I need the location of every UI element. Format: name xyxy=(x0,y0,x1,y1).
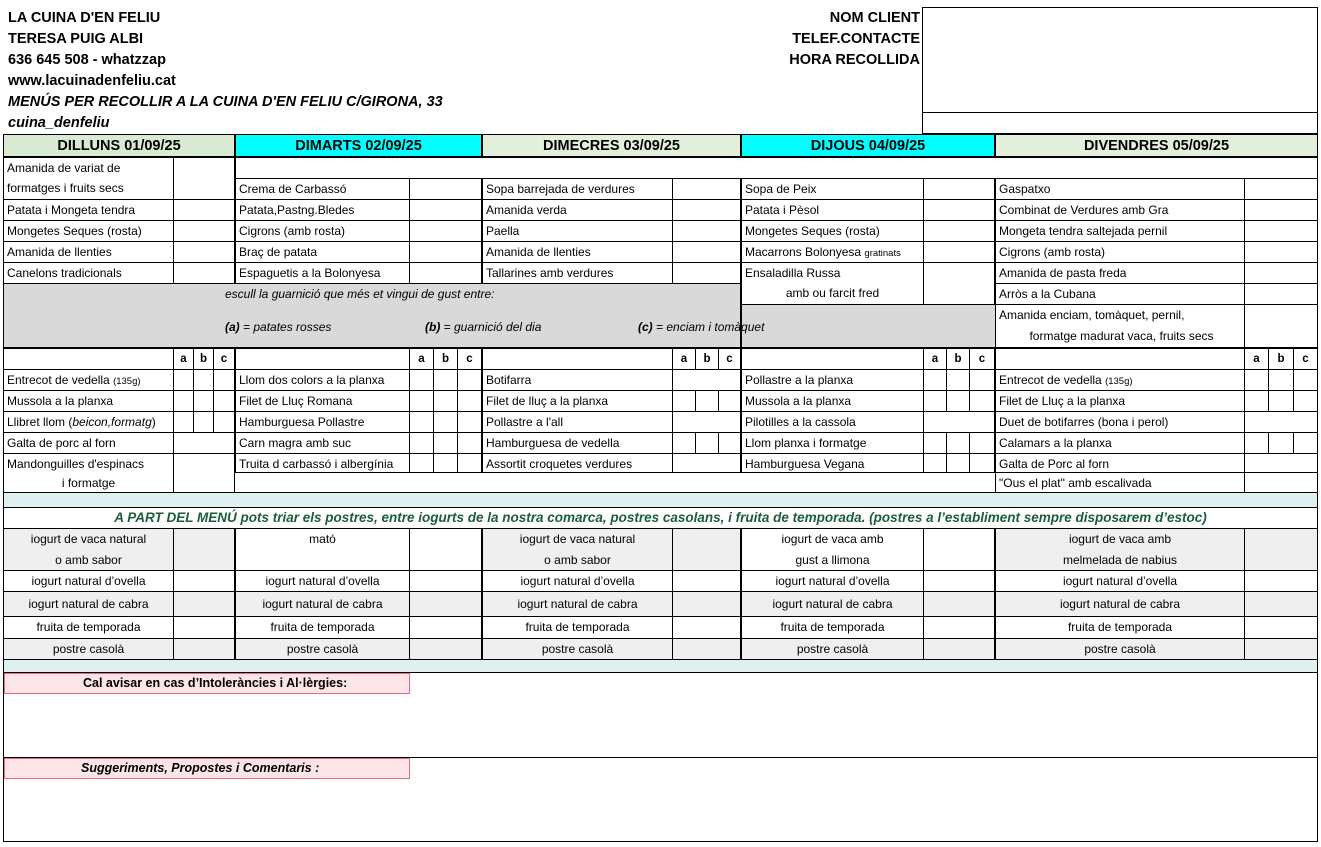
dessert-item: fruita de temporada xyxy=(482,616,673,639)
garnish-option-b: (b) = guarnició del dia xyxy=(425,320,542,334)
dessert-item: iogurt de vaca amb melmelada de nabius xyxy=(995,528,1245,571)
check-box-c[interactable] xyxy=(969,390,995,412)
menu-item: Crema de Carbassó xyxy=(235,178,410,200)
day-header-fri: DIVENDRES 05/09/25 xyxy=(995,134,1318,157)
menu-item: Sopa de Peix xyxy=(741,178,924,200)
check-box[interactable] xyxy=(1244,591,1318,617)
check-box[interactable] xyxy=(923,220,995,242)
check-box-c[interactable] xyxy=(969,369,995,391)
col-a-label: a xyxy=(1244,348,1269,370)
owner-name: TERESA PUIG ALBI xyxy=(8,31,144,47)
menu-item: Paella xyxy=(482,220,673,242)
check-box-a[interactable] xyxy=(923,453,947,473)
empty-row xyxy=(235,157,1318,179)
menu-item: Mussola a la planxa xyxy=(741,390,924,412)
col-b-label: b xyxy=(1268,348,1294,370)
check-box[interactable] xyxy=(923,528,995,571)
check-box[interactable] xyxy=(672,262,741,284)
check-box[interactable] xyxy=(409,528,482,571)
check-box[interactable] xyxy=(672,570,741,592)
menu-item: Filet de Lluç Romana xyxy=(235,390,410,412)
col-b-label: b xyxy=(946,348,970,370)
check-box[interactable] xyxy=(1244,283,1318,305)
dessert-item: iogurt natural d’ovella xyxy=(235,570,410,592)
check-box[interactable] xyxy=(672,241,741,263)
check-box-b[interactable] xyxy=(1268,432,1294,454)
check-box[interactable] xyxy=(409,220,482,242)
check-box[interactable] xyxy=(672,199,741,221)
check-box[interactable] xyxy=(923,241,995,263)
check-box[interactable] xyxy=(173,220,235,242)
check-box[interactable] xyxy=(173,453,235,493)
day-header-thu: DIJOUS 04/09/25 xyxy=(741,134,995,157)
check-box-c[interactable] xyxy=(969,432,995,454)
menu-item: Mongetes Seques (rosta) xyxy=(741,220,924,242)
check-box[interactable] xyxy=(409,570,482,592)
check-box[interactable] xyxy=(1244,199,1318,221)
dessert-item: iogurt de vaca amb gust a llimona xyxy=(741,528,924,571)
check-box[interactable] xyxy=(1244,638,1318,660)
dessert-item: iogurt natural de cabra xyxy=(482,591,673,617)
menu-item: i formatge xyxy=(3,473,174,493)
check-box[interactable] xyxy=(173,199,235,221)
dessert-item: fruita de temporada xyxy=(235,616,410,639)
menu-item: Entrecot de vedella (135g) xyxy=(995,369,1245,391)
check-box[interactable] xyxy=(173,432,235,454)
check-box[interactable] xyxy=(173,241,235,263)
check-box-b[interactable] xyxy=(946,390,970,412)
check-box[interactable] xyxy=(923,262,995,305)
header-blank xyxy=(482,348,673,370)
col-c-label: c xyxy=(457,348,482,370)
dessert-item: iogurt natural d’ovella xyxy=(995,570,1245,592)
dessert-item: iogurt natural d’ovella xyxy=(3,570,174,592)
check-box[interactable] xyxy=(409,638,482,660)
dessert-item: fruita de temporada xyxy=(995,616,1245,639)
menu-item: Mandonguilles d'espinacs xyxy=(3,453,174,475)
check-box[interactable] xyxy=(173,591,235,617)
social-handle: cuina_denfeliu xyxy=(8,115,110,131)
check-box[interactable] xyxy=(1244,241,1318,263)
check-box-a[interactable] xyxy=(672,432,696,454)
menu-item: Amanida de variat de xyxy=(3,157,174,179)
check-box[interactable] xyxy=(409,241,482,263)
menu-item: Cigrons (amb rosta) xyxy=(235,220,410,242)
menu-item: Mussola a la planxa xyxy=(3,390,174,412)
check-box-a[interactable] xyxy=(409,453,434,473)
menu-item: Espaguetis a la Bolonyesa xyxy=(235,262,410,284)
check-box-a[interactable] xyxy=(1244,432,1269,454)
check-box-c[interactable] xyxy=(969,453,995,473)
dessert-item: iogurt de vaca natural o amb sabor xyxy=(3,528,174,571)
menu-item: Pollastre a la planxa xyxy=(741,369,924,391)
col-c-label: c xyxy=(969,348,995,370)
check-box[interactable] xyxy=(1244,528,1318,571)
dessert-item: iogurt natural d’ovella xyxy=(482,570,673,592)
menu-item: Combinat de Verdures amb Gra xyxy=(995,199,1245,221)
dessert-item: postre casolà xyxy=(235,638,410,660)
menu-item: Filet de Lluç a la planxa xyxy=(995,390,1245,412)
check-box-a[interactable] xyxy=(1244,369,1269,391)
check-box-c[interactable] xyxy=(457,411,482,433)
check-box[interactable] xyxy=(923,199,995,221)
menu-item: Pollastre a l'all xyxy=(482,411,673,433)
dessert-item: fruita de temporada xyxy=(3,616,174,639)
check-box-b[interactable] xyxy=(1268,390,1294,412)
check-box-b[interactable] xyxy=(695,432,719,454)
check-box[interactable] xyxy=(672,178,741,200)
check-box[interactable] xyxy=(672,591,741,617)
check-box-c[interactable] xyxy=(457,432,482,454)
menu-item: Mongeta tendra saltejada pernil xyxy=(995,220,1245,242)
check-box[interactable] xyxy=(173,262,235,284)
garnish-option-c: (c) = enciam i tomàquet xyxy=(638,320,765,334)
dessert-item: iogurt natural de cabra xyxy=(995,591,1245,617)
col-c-label: c xyxy=(213,348,235,370)
dessert-item: postre casolà xyxy=(995,638,1245,660)
check-box-c[interactable] xyxy=(213,390,235,412)
menu-item: Llibret llom (beicon,formatg) xyxy=(3,411,174,433)
check-box[interactable] xyxy=(923,616,995,639)
menu-item: Calamars a la planxa xyxy=(995,432,1245,454)
check-box-b[interactable] xyxy=(433,369,458,391)
menu-item: amb ou farcit fred xyxy=(741,283,924,305)
menu-item: Mongetes Seques (rosta) xyxy=(3,220,174,242)
dessert-item: mató xyxy=(235,528,410,571)
dessert-item: postre casolà xyxy=(3,638,174,660)
menu-item: Galta de Porc al forn xyxy=(995,453,1245,473)
check-box[interactable] xyxy=(173,638,235,660)
check-box[interactable] xyxy=(1244,178,1318,200)
check-box-c[interactable] xyxy=(718,390,741,412)
day-header-tue: DIMARTS 02/09/25 xyxy=(235,134,482,157)
menu-item: Carn magra amb suc xyxy=(235,432,410,454)
col-b-label: b xyxy=(193,348,214,370)
menu-item: Amanida enciam, tomàquet, pernil, formatge madurat vaca, fruits secs xyxy=(995,304,1245,348)
dessert-item: iogurt natural de cabra xyxy=(235,591,410,617)
menu-item: Llom dos colors a la planxa xyxy=(235,369,410,391)
menu-item: Truita d carbassó i albergínia xyxy=(235,453,410,473)
check-box-a[interactable] xyxy=(672,390,696,412)
menu-item: Amanida de llenties xyxy=(482,241,673,263)
header-blank xyxy=(995,348,1245,370)
check-box[interactable] xyxy=(1244,262,1318,284)
col-a-label: a xyxy=(173,348,194,370)
check-box[interactable] xyxy=(1244,616,1318,639)
restaurant-header xyxy=(8,8,608,134)
check-box[interactable] xyxy=(923,411,995,433)
check-box[interactable] xyxy=(173,570,235,592)
check-box-b[interactable] xyxy=(193,369,214,391)
check-box-b[interactable] xyxy=(433,411,458,433)
check-box[interactable] xyxy=(672,616,741,639)
menu-item: "Ous el plat" amb escalivada xyxy=(995,472,1245,493)
check-box[interactable] xyxy=(923,638,995,660)
check-box[interactable] xyxy=(672,220,741,242)
check-box-c[interactable] xyxy=(1293,432,1318,454)
menu-item: formatges i fruits secs xyxy=(3,178,174,200)
check-box-b[interactable] xyxy=(695,390,719,412)
check-box[interactable] xyxy=(923,570,995,592)
check-box-b[interactable] xyxy=(433,453,458,473)
check-box[interactable] xyxy=(1244,220,1318,242)
col-a-label: a xyxy=(672,348,696,370)
check-box[interactable] xyxy=(672,638,741,660)
menu-item: Entrecot de vedella (135g) xyxy=(3,369,174,391)
suggestions-label: Suggeriments, Propostes i Comentaris : xyxy=(4,758,410,779)
phone-number: 636 645 508 - whatzzap xyxy=(8,52,166,68)
menu-item: Llom planxa i formatge xyxy=(741,432,924,454)
day-header-wed: DIMECRES 03/09/25 xyxy=(482,134,741,157)
client-extra-field[interactable] xyxy=(922,113,1318,134)
check-box[interactable] xyxy=(923,591,995,617)
check-box-c[interactable] xyxy=(457,369,482,391)
menu-item: Ensaladilla Russa xyxy=(741,262,924,284)
menu-item: Canelons tradicionals xyxy=(3,262,174,284)
separator-band xyxy=(3,492,1318,508)
menu-item: Filet de lluç a la planxa xyxy=(482,390,673,412)
dessert-item: postre casolà xyxy=(482,638,673,660)
menu-item: Botifarra xyxy=(482,369,673,391)
dessert-item: postre casolà xyxy=(741,638,924,660)
check-box-c[interactable] xyxy=(1293,390,1318,412)
allergy-notes-label: Cal avisar en cas d’Intoleràncies i Al·lèrgies: xyxy=(4,673,410,694)
check-box-a[interactable] xyxy=(923,432,947,454)
desserts-banner: A PART DEL MENÚ pots triar els postres, entre iogurts de la nostra comarca, postres casolans, i fruita de temporada. (postres a l’establiment sempre disposarem d’estoc) xyxy=(3,507,1318,529)
client-name-label: NOM CLIENT xyxy=(829,10,920,26)
separator-band xyxy=(3,659,1318,673)
garnish-info-ext xyxy=(741,305,995,348)
col-b-label: b xyxy=(433,348,458,370)
col-a-label: a xyxy=(923,348,947,370)
check-box-c[interactable] xyxy=(457,390,482,412)
menu-item: Duet de botifarres (bona i perol) xyxy=(995,411,1245,433)
col-b-label: b xyxy=(695,348,719,370)
menu-item: Gaspatxo xyxy=(995,178,1245,200)
check-box-b[interactable] xyxy=(946,369,970,391)
check-box[interactable] xyxy=(1244,411,1318,433)
check-box-a[interactable] xyxy=(1244,390,1269,412)
check-box[interactable] xyxy=(409,262,482,284)
check-box[interactable] xyxy=(173,157,235,200)
menu-item: Pilotilles a la cassola xyxy=(741,411,924,433)
menu-item: Macarrons Bolonyesa gratinats xyxy=(741,241,924,263)
check-box-b[interactable] xyxy=(946,453,970,473)
check-box[interactable] xyxy=(672,528,741,571)
check-box[interactable] xyxy=(672,411,741,433)
check-box-b[interactable] xyxy=(433,432,458,454)
header-blank xyxy=(235,348,410,370)
menu-item: Cigrons (amb rosta) xyxy=(995,241,1245,263)
client-phone-label: TELEF.CONTACTE xyxy=(792,31,920,47)
check-box[interactable] xyxy=(173,528,235,571)
check-box[interactable] xyxy=(409,616,482,639)
check-box[interactable] xyxy=(409,591,482,617)
dessert-item: iogurt natural de cabra xyxy=(3,591,174,617)
check-box-b[interactable] xyxy=(193,411,214,433)
check-box-a[interactable] xyxy=(409,432,434,454)
check-box[interactable] xyxy=(672,453,741,473)
check-box-a[interactable] xyxy=(173,390,194,412)
garnish-intro: escull la guarnició que més et vingui de gust entre: xyxy=(225,287,495,301)
menu-item: Amanida de llenties xyxy=(3,241,174,263)
check-box-b[interactable] xyxy=(1268,369,1294,391)
check-box-a[interactable] xyxy=(409,390,434,412)
website[interactable]: www.lacuinadenfeliu.cat xyxy=(8,73,176,89)
garnish-option-a: (a) = patates rosses xyxy=(225,320,332,334)
check-box-b[interactable] xyxy=(433,390,458,412)
check-box[interactable] xyxy=(1244,570,1318,592)
check-box-b[interactable] xyxy=(946,432,970,454)
check-box[interactable] xyxy=(409,178,482,200)
check-box-c[interactable] xyxy=(718,432,741,454)
col-a-label: a xyxy=(409,348,434,370)
col-c-label: c xyxy=(1293,348,1318,370)
menu-item: Tallarines amb verdures xyxy=(482,262,673,284)
menu-item: Hamburguesa Pollastre xyxy=(235,411,410,433)
check-box-a[interactable] xyxy=(173,369,194,391)
dessert-item: fruita de temporada xyxy=(741,616,924,639)
check-box-c[interactable] xyxy=(213,369,235,391)
menu-item: Patata i Mongeta tendra xyxy=(3,199,174,221)
check-box[interactable] xyxy=(923,178,995,200)
check-box[interactable] xyxy=(672,369,741,391)
menu-item: Sopa barrejada de verdures xyxy=(482,178,673,200)
check-box-a[interactable] xyxy=(409,369,434,391)
menu-item: Patata,Pastng.Bledes xyxy=(235,199,410,221)
client-pickup-label: HORA RECOLLIDA xyxy=(789,52,920,68)
menu-item: Arròs a la Cubana xyxy=(995,283,1245,305)
menu-item: Amanida verda xyxy=(482,199,673,221)
dessert-item: iogurt de vaca natural o amb sabor xyxy=(482,528,673,571)
check-box-b[interactable] xyxy=(193,390,214,412)
check-box-c[interactable] xyxy=(457,453,482,473)
menu-item: Amanida de pasta freda xyxy=(995,262,1245,284)
check-box[interactable] xyxy=(1244,453,1318,473)
col-c-label: c xyxy=(718,348,741,370)
check-box-a[interactable] xyxy=(923,369,947,391)
dessert-item: iogurt natural d’ovella xyxy=(741,570,924,592)
menu-item: Galta de porc al forn xyxy=(3,432,174,454)
check-box-a[interactable] xyxy=(923,390,947,412)
day-header-mon: DILLUNS 01/09/25 xyxy=(3,134,235,157)
dessert-item: iogurt natural de cabra xyxy=(741,591,924,617)
client-info-field[interactable] xyxy=(922,7,1318,113)
check-box[interactable] xyxy=(1244,472,1318,493)
check-box-c[interactable] xyxy=(213,411,235,433)
check-box-c[interactable] xyxy=(1293,369,1318,391)
header-blank xyxy=(741,348,924,370)
restaurant-name: LA CUINA D'EN FELIU xyxy=(8,10,161,26)
menu-item: Assortit croquetes verdures xyxy=(482,453,673,473)
pickup-address: MENÚS PER RECOLLIR A LA CUINA D'EN FELIU C/GIRONA, 33 xyxy=(8,94,443,110)
menu-item: Hamburguesa de vedella xyxy=(482,432,673,454)
check-box-a[interactable] xyxy=(409,411,434,433)
check-box[interactable] xyxy=(409,199,482,221)
menu-item: Patata i Pèsol xyxy=(741,199,924,221)
header-blank xyxy=(3,348,174,370)
check-box[interactable] xyxy=(173,616,235,639)
menu-item: Hamburguesa Vegana xyxy=(741,453,924,473)
check-box[interactable] xyxy=(1244,304,1318,348)
client-labels xyxy=(700,8,920,78)
check-box-a[interactable] xyxy=(173,411,194,433)
menu-item: Braç de patata xyxy=(235,241,410,263)
